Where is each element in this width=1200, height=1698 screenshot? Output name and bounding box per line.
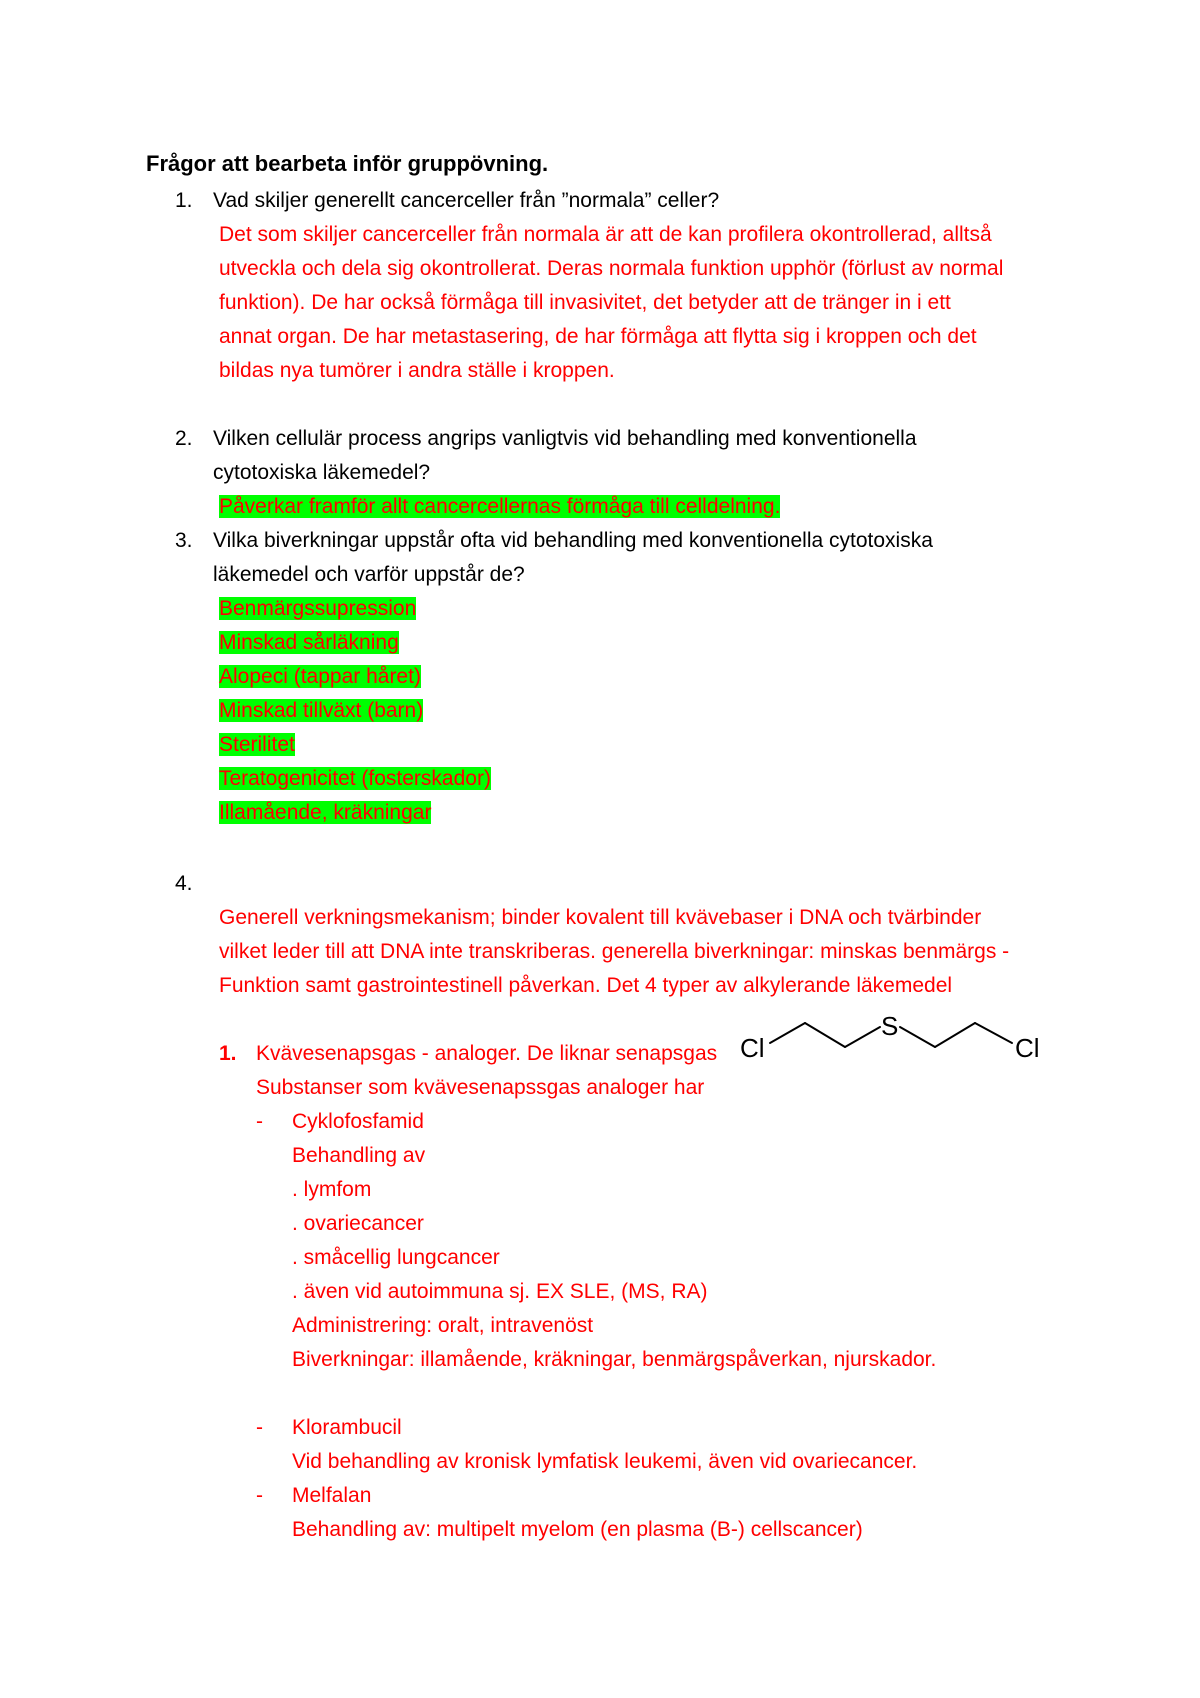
drug-name: Cyklofosfamid (292, 1110, 424, 1133)
atom-label-cl-right: Cl (1015, 1033, 1040, 1063)
q1-answer-line: utveckla och dela sig okontrollerat. Deras normala funktion upphör (förlust av normal (219, 257, 1004, 280)
drug-dash: - (256, 1484, 263, 1507)
drug-detail-line: . även vid autoimmuna sj. EX SLE, (MS, RA) (292, 1280, 708, 1303)
q2-number: 2. (175, 427, 193, 450)
drug-detail-line: . ovariecancer (292, 1212, 424, 1235)
q3-answer-item: Minskad sårläkning (219, 631, 399, 654)
q2-answer: Påverkar framför allt cancercellernas förmåga till celldelning. (219, 495, 781, 518)
chemical-structure-diagram (730, 1005, 1060, 1075)
q3-answer-item: Teratogenicitet (fosterskador) (219, 767, 491, 790)
q3-question-line: läkemedel och varför uppstår de? (213, 563, 525, 586)
q3-answer-item: Benmärgssupression (219, 597, 417, 620)
q3-question-line: Vilka biverkningar uppstår ofta vid behandling med konventionella cytotoxiska (213, 529, 933, 552)
drug-detail-line: Behandling av (292, 1144, 426, 1167)
q1-question: Vad skiljer generellt cancerceller från ”normala” celler? (213, 189, 720, 212)
bond-line (805, 1023, 845, 1047)
q1-answer-line: Det som skiljer cancerceller från normala är att de kan profilera okontrollerad, alltså (219, 223, 992, 246)
document-title: Frågor att bearbeta inför gruppövning. (146, 151, 549, 176)
drug-detail-line: Administrering: oralt, intravenöst (292, 1314, 594, 1337)
q4-answer-line: vilket leder till att DNA inte transkriberas. generella biverkningar: minskas benmärgs - (219, 940, 1010, 963)
q2-question-line: Vilken cellulär process angrips vanligtvis vid behandling med konventionella (213, 427, 917, 450)
q1-answer-line: bildas nya tumörer i andra ställe i kroppen. (219, 359, 615, 382)
q3-number: 3. (175, 529, 193, 552)
bond-line (845, 1027, 880, 1047)
atom-label-s: S (881, 1011, 899, 1041)
q1-number: 1. (175, 189, 193, 212)
q4-sub1-line: Substanser som kvävesenapssgas analoger har (256, 1076, 705, 1099)
drug-dash: - (256, 1110, 263, 1133)
bond-line (935, 1023, 975, 1047)
drug-detail-line: Biverkningar: illamående, kräkningar, benmärgspåverkan, njurskador. (292, 1348, 937, 1371)
drug-name: Melfalan (292, 1484, 372, 1507)
drug-dash: - (256, 1416, 263, 1439)
drug-detail-line: . lymfom (292, 1178, 372, 1201)
q1-answer-line: funktion). De har också förmåga till invasivitet, det betyder att de tränger in i ett (219, 291, 951, 314)
q4-answer-line: Funktion samt gastrointestinell påverkan. Det 4 typer av alkylerande läkemedel (219, 974, 953, 997)
drug-detail-line: . småcellig lungcancer (292, 1246, 500, 1269)
q4-number: 4. (175, 872, 193, 895)
q3-answer-item: Illamående, kräkningar (219, 801, 432, 824)
bond-line (770, 1023, 805, 1043)
bond-line (900, 1027, 935, 1047)
atom-label-cl-left: Cl (740, 1033, 765, 1063)
q4-answer-line: Generell verkningsmekanism; binder kovalent till kvävebaser i DNA och tvärbinder (219, 906, 982, 929)
drug-detail-line: Behandling av: multipelt myelom (en plasma (B-) cellscancer) (292, 1518, 863, 1541)
q2-question-line: cytotoxiska läkemedel? (213, 461, 431, 484)
q3-answer-item: Alopeci (tappar håret) (219, 665, 421, 688)
drug-detail-line: Vid behandling av kronisk lymfatisk leukemi, även vid ovariecancer. (292, 1450, 918, 1473)
q4-sub1-number: 1. (219, 1042, 237, 1065)
q3-answer-item: Sterilitet (219, 733, 295, 756)
q4-sub1-line: Kvävesenapsgas - analoger. De liknar senapsgas (256, 1042, 718, 1065)
q1-answer-line: annat organ. De har metastasering, de har förmåga att flytta sig i kroppen och det (219, 325, 977, 348)
drug-name: Klorambucil (292, 1416, 402, 1439)
bond-line (975, 1023, 1012, 1043)
q3-answer-item: Minskad tillväxt (barn) (219, 699, 424, 722)
